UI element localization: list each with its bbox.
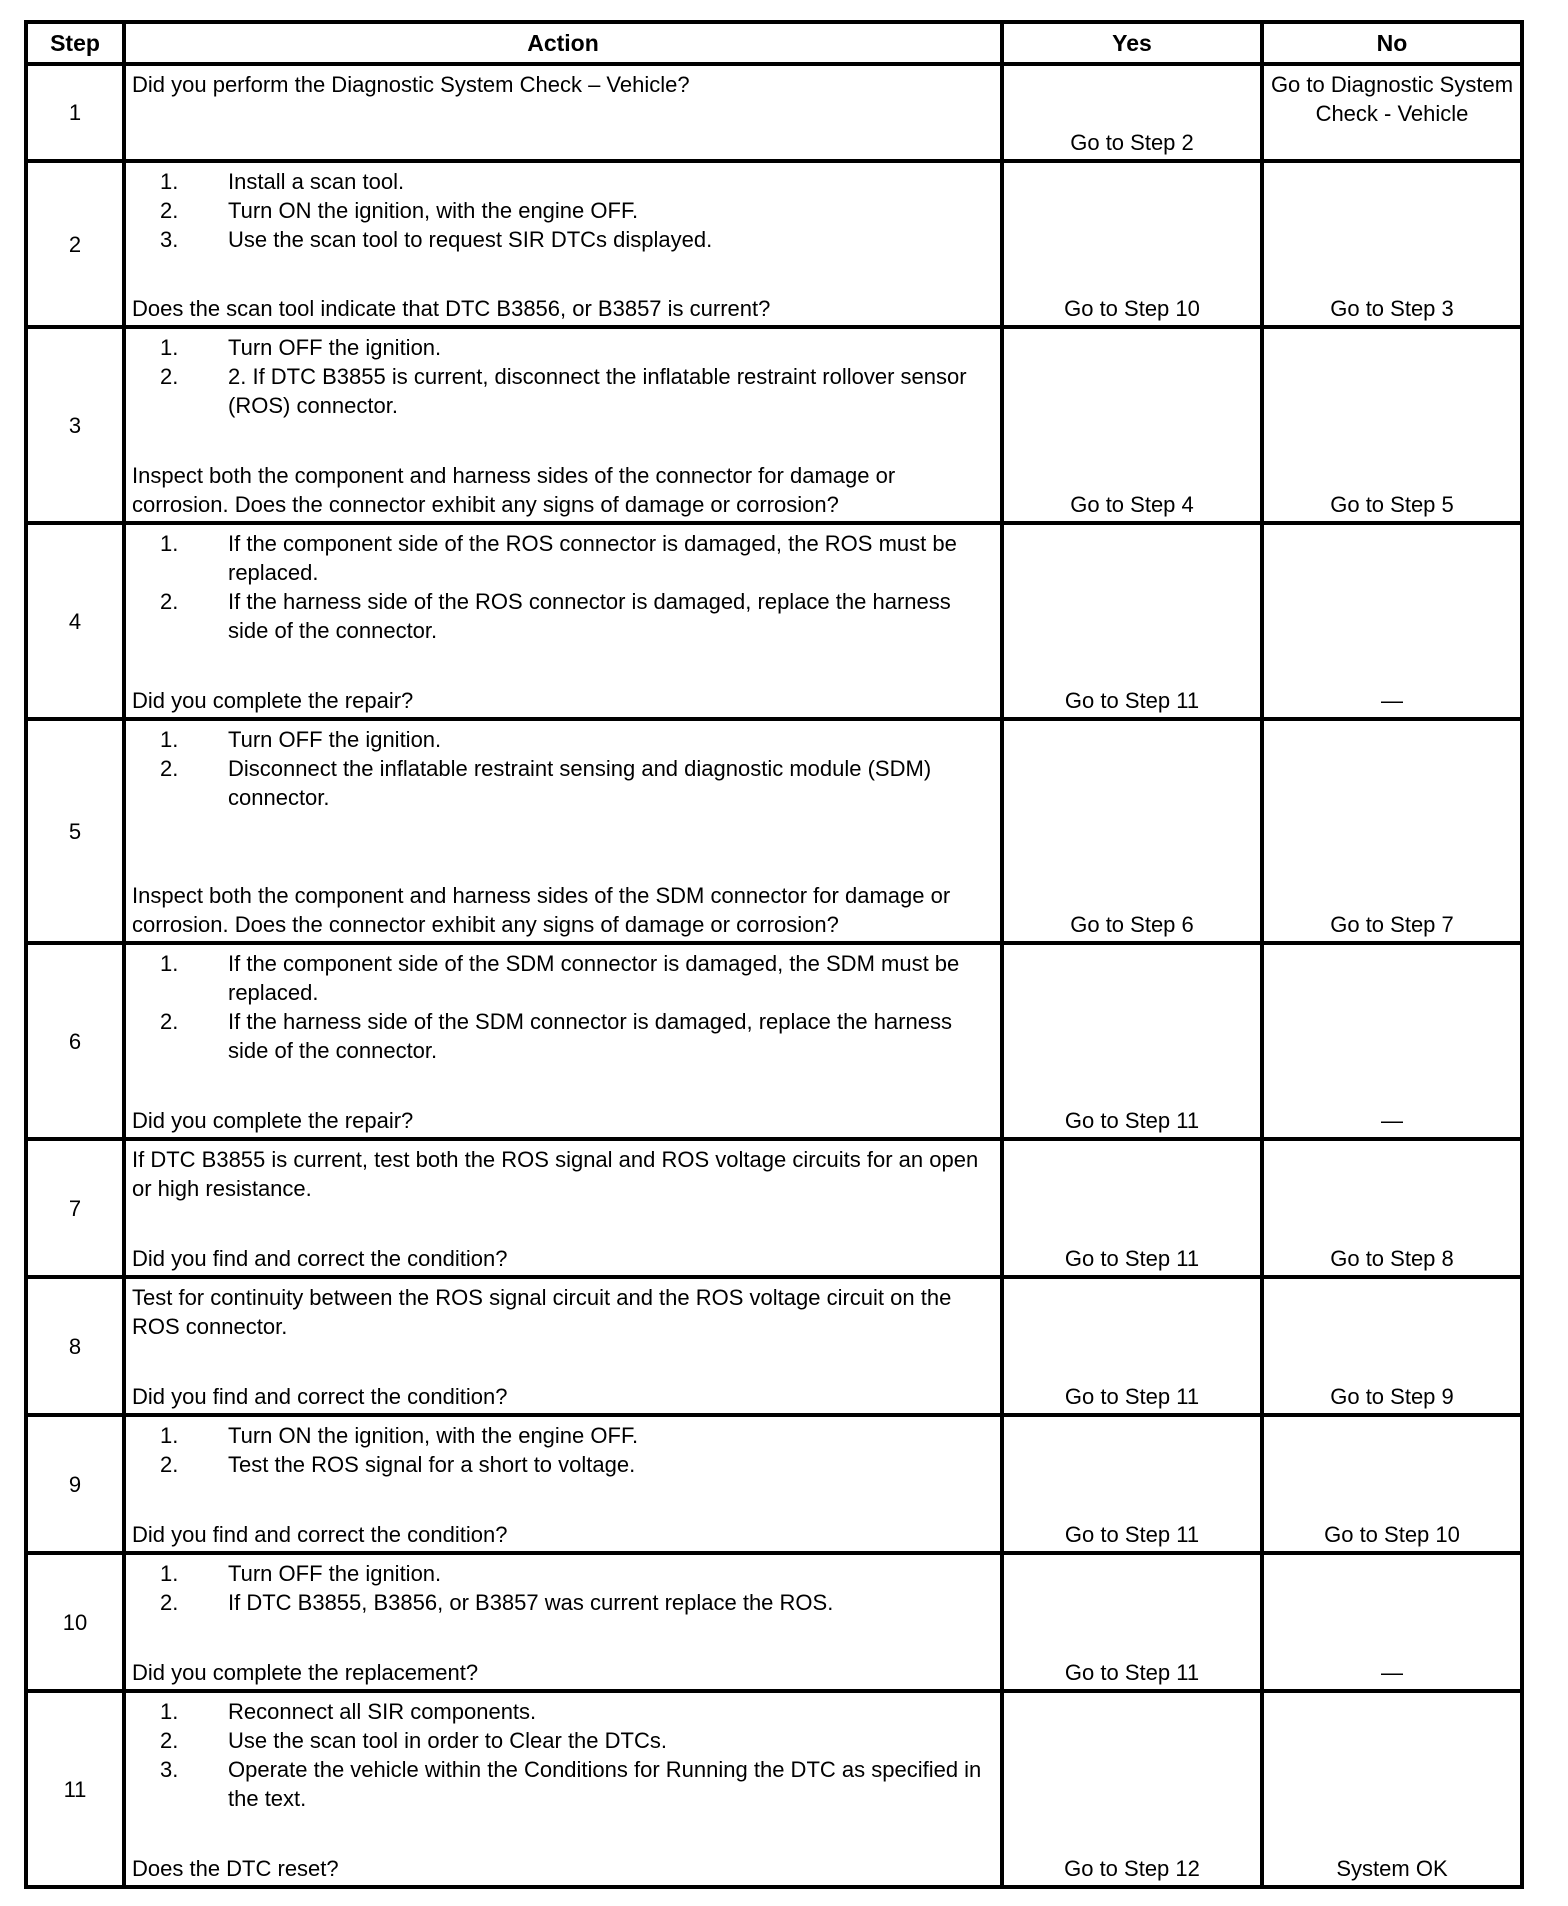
action-step-item: Reconnect all SIR components. bbox=[228, 1699, 537, 1724]
action-cell bbox=[124, 327, 1002, 523]
action-steps bbox=[132, 1559, 996, 1617]
step-number: 4 bbox=[26, 523, 124, 719]
step-number: 5 bbox=[26, 719, 124, 943]
header-no: No bbox=[1262, 22, 1522, 64]
step-number: 6 bbox=[26, 943, 124, 1139]
action-cell bbox=[124, 719, 1002, 943]
action-cell bbox=[124, 1415, 1002, 1553]
table-row bbox=[26, 1139, 1522, 1277]
action-step-item: If the component side of the ROS connector is damaged, the ROS must be replaced. bbox=[228, 531, 957, 585]
step-number: 11 bbox=[26, 1691, 124, 1887]
action-cell bbox=[124, 1553, 1002, 1691]
action-cell bbox=[124, 1139, 1002, 1277]
table-row bbox=[26, 1415, 1522, 1553]
action-question: Did you find and correct the condition? bbox=[132, 1246, 508, 1271]
action-cell bbox=[124, 64, 1002, 161]
action-step-item: Turn ON the ignition, with the engine OFF. bbox=[228, 1423, 639, 1448]
no-result: Go to Step 5 bbox=[1262, 327, 1522, 523]
action-question: Did you complete the repair? bbox=[132, 688, 414, 713]
action-step-item: Install a scan tool. bbox=[228, 169, 405, 194]
no-result: — bbox=[1262, 523, 1522, 719]
action-text: Test for continuity between the ROS signal circuit and the ROS voltage circuit on the ROS connector. bbox=[132, 1285, 952, 1339]
yes-result: Go to Step 2 bbox=[1002, 64, 1262, 161]
step-number: 2 bbox=[26, 161, 124, 327]
action-question: Inspect both the component and harness sides of the SDM connector for damage or corrosion. Does the connector exhibit any signs of damage or corrosion? bbox=[132, 883, 951, 937]
action-question: Did you complete the repair? bbox=[132, 1108, 414, 1133]
action-step-item: Disconnect the inflatable restraint sensing and diagnostic module (SDM) connector. bbox=[228, 756, 932, 810]
action-text: If DTC B3855 is current, test both the ROS signal and ROS voltage circuits for an open or high resistance. bbox=[132, 1147, 979, 1201]
yes-result: Go to Step 11 bbox=[1002, 523, 1262, 719]
table-row bbox=[26, 1277, 1522, 1415]
action-steps bbox=[132, 1421, 996, 1479]
no-result: System OK bbox=[1262, 1691, 1522, 1887]
no-result: — bbox=[1262, 1553, 1522, 1691]
yes-result: Go to Step 10 bbox=[1002, 161, 1262, 327]
action-step-item: Turn OFF the ignition. bbox=[228, 727, 442, 752]
header-action: Action bbox=[124, 22, 1002, 64]
action-question: Inspect both the component and harness sides of the connector for damage or corrosion. Does the connector exhibit any signs of damage or corrosion? bbox=[132, 463, 896, 517]
table-row bbox=[26, 523, 1522, 719]
table-row bbox=[26, 161, 1522, 327]
action-step-item: If the harness side of the ROS connector is damaged, replace the harness side of the connector. bbox=[228, 589, 951, 643]
action-step-item: Use the scan tool to request SIR DTCs displayed. bbox=[228, 227, 713, 252]
action-question: Did you complete the replacement? bbox=[132, 1660, 479, 1685]
yes-result: Go to Step 11 bbox=[1002, 1139, 1262, 1277]
action-step-item: Test the ROS signal for a short to voltage. bbox=[228, 1452, 636, 1477]
action-step-item: If the component side of the SDM connector is damaged, the SDM must be replaced. bbox=[228, 951, 960, 1005]
action-steps bbox=[132, 333, 996, 420]
table-row bbox=[26, 327, 1522, 523]
table-row bbox=[26, 719, 1522, 943]
step-number: 8 bbox=[26, 1277, 124, 1415]
yes-result: Go to Step 11 bbox=[1002, 1277, 1262, 1415]
action-steps bbox=[132, 949, 996, 1065]
action-step-item: Turn ON the ignition, with the engine OFF. bbox=[228, 198, 639, 223]
action-step-item: If the harness side of the SDM connector is damaged, replace the harness side of the connector. bbox=[228, 1009, 952, 1063]
action-steps bbox=[132, 529, 996, 645]
no-result: Go to Step 8 bbox=[1262, 1139, 1522, 1277]
diagnostic-table bbox=[24, 20, 1524, 1889]
step-number: 7 bbox=[26, 1139, 124, 1277]
yes-result: Go to Step 4 bbox=[1002, 327, 1262, 523]
table-row bbox=[26, 1553, 1522, 1691]
no-result: Go to Diagnostic System Check - Vehicle bbox=[1262, 64, 1522, 161]
action-question: Does the scan tool indicate that DTC B3856, or B3857 is current? bbox=[132, 296, 771, 321]
yes-result: Go to Step 11 bbox=[1002, 1553, 1262, 1691]
action-cell bbox=[124, 1691, 1002, 1887]
action-step-item: If DTC B3855, B3856, or B3857 was current replace the ROS. bbox=[228, 1590, 834, 1615]
action-step-item: Turn OFF the ignition. bbox=[228, 335, 442, 360]
no-result: Go to Step 9 bbox=[1262, 1277, 1522, 1415]
action-cell bbox=[124, 523, 1002, 719]
yes-result: Go to Step 11 bbox=[1002, 1415, 1262, 1553]
yes-result: Go to Step 6 bbox=[1002, 719, 1262, 943]
header-row bbox=[26, 22, 1522, 64]
action-steps bbox=[132, 725, 996, 812]
step-number: 9 bbox=[26, 1415, 124, 1553]
header-step: Step bbox=[26, 22, 124, 64]
action-step-item: Turn OFF the ignition. bbox=[228, 1561, 442, 1586]
table-row bbox=[26, 943, 1522, 1139]
yes-result: Go to Step 11 bbox=[1002, 943, 1262, 1139]
table-row bbox=[26, 64, 1522, 161]
action-text: Did you perform the Diagnostic System Check – Vehicle? bbox=[132, 72, 690, 97]
action-cell bbox=[124, 161, 1002, 327]
action-steps bbox=[132, 1697, 996, 1813]
table-row bbox=[26, 1691, 1522, 1887]
action-question: Did you find and correct the condition? bbox=[132, 1384, 508, 1409]
action-step-item: Use the scan tool in order to Clear the DTCs. bbox=[228, 1728, 667, 1753]
header-yes: Yes bbox=[1002, 22, 1262, 64]
action-step-item: Operate the vehicle within the Conditions for Running the DTC as specified in the text. bbox=[228, 1757, 982, 1811]
action-cell bbox=[124, 943, 1002, 1139]
action-cell bbox=[124, 1277, 1002, 1415]
action-steps bbox=[132, 167, 996, 254]
no-result: Go to Step 3 bbox=[1262, 161, 1522, 327]
step-number: 3 bbox=[26, 327, 124, 523]
step-number: 10 bbox=[26, 1553, 124, 1691]
no-result: Go to Step 7 bbox=[1262, 719, 1522, 943]
no-result: Go to Step 10 bbox=[1262, 1415, 1522, 1553]
yes-result: Go to Step 12 bbox=[1002, 1691, 1262, 1887]
action-step-item: 2. If DTC B3855 is current, disconnect the inflatable restraint rollover sensor (ROS) connector. bbox=[228, 364, 967, 418]
action-question: Did you find and correct the condition? bbox=[132, 1522, 508, 1547]
action-question: Does the DTC reset? bbox=[132, 1856, 339, 1881]
step-number: 1 bbox=[26, 64, 124, 161]
no-result: — bbox=[1262, 943, 1522, 1139]
